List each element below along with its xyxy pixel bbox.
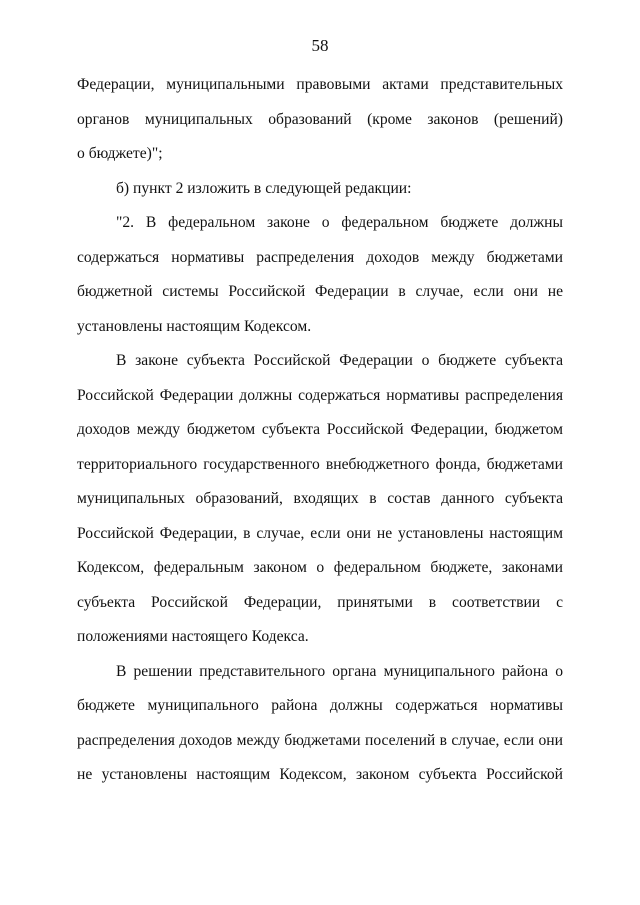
- text-line: субъекта Российской Федерации, принятыми в соответствии с: [77, 593, 563, 611]
- text-line: не установлены настоящим Кодексом, законом субъекта Российской: [77, 766, 563, 783]
- text-line: органов муниципальных образований (кроме законов (решений): [77, 110, 563, 128]
- paragraph-subject-law: [77, 344, 563, 655]
- text-line: территориального государственного внебюджетного фонда, бюджетами: [77, 455, 563, 473]
- text-line: бюджете муниципального района должны содержаться нормативы: [77, 697, 563, 714]
- paragraph-clause-2: [77, 206, 563, 344]
- text-line: Российской Федерации должны содержаться нормативы распределения: [77, 386, 563, 404]
- text-line: положениями настоящего Кодекса.: [77, 628, 309, 645]
- paragraph-continuation: [77, 68, 563, 172]
- text-line: В законе субъекта Российской Федерации о бюджете субъекта: [116, 352, 563, 369]
- text-line: Российской Федерации, в случае, если они не установлены настоящим: [77, 524, 563, 542]
- text-line: доходов между бюджетом субъекта Российской Федерации, бюджетом: [77, 421, 563, 438]
- text-line: о бюджете)";: [77, 145, 163, 162]
- text-line: бюджетной системы Российской Федерации в случае, если они не: [77, 283, 563, 300]
- text-line: Кодексом, федеральным законом о федеральном бюджете, законами: [77, 559, 563, 576]
- document-body: [77, 68, 563, 793]
- text-line: "2. В федеральном законе о федеральном бюджете должны: [116, 214, 563, 231]
- text-line: б) пункт 2 изложить в следующей редакции:: [116, 179, 412, 197]
- text-line: установлены настоящим Кодексом.: [77, 317, 312, 335]
- paragraph-item-b: [77, 172, 563, 207]
- text-line: муниципальных образований, входящих в состав данного субъекта: [77, 490, 563, 507]
- paragraph-municipal-decision: [77, 655, 563, 793]
- page-number: 58: [311, 36, 329, 55]
- text-line: распределения доходов между бюджетами поселений в случае, если они: [77, 731, 563, 749]
- text-line: содержаться нормативы распределения доходов между бюджетами: [77, 248, 563, 266]
- text-line: Федерации, муниципальными правовыми актами представительных: [77, 76, 563, 93]
- text-line: В решении представительного органа муниципального района о: [116, 662, 563, 680]
